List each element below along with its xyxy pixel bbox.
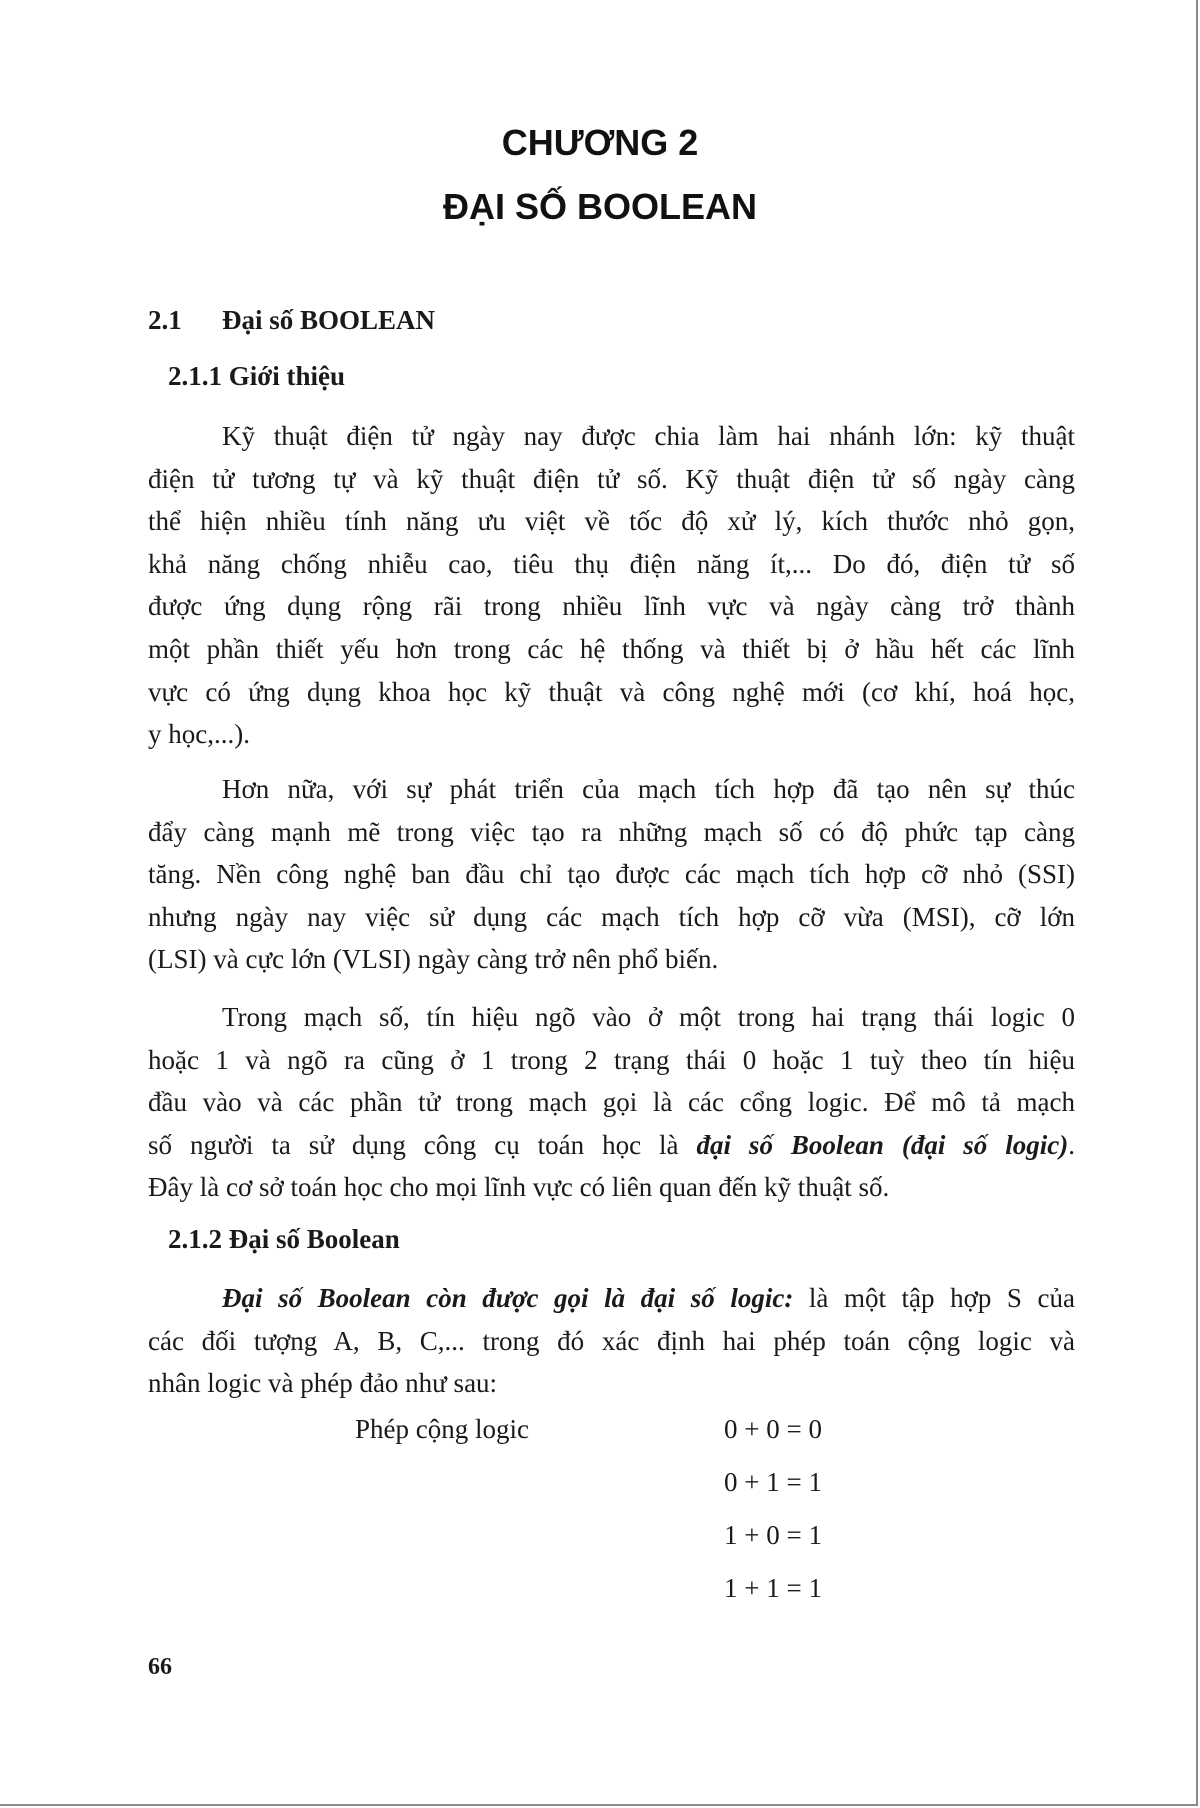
text-line: các đối tượng A, B, C,... trong đó xác định hai phép toán cộng logic và bbox=[148, 1325, 1075, 1356]
logic-rule: 0 + 1 = 1 bbox=[724, 1467, 822, 1497]
text: là một tập hợp S của bbox=[793, 1283, 1075, 1313]
logic-rule: 1 + 0 = 1 bbox=[724, 1520, 822, 1550]
text: . bbox=[1068, 1129, 1075, 1160]
text-line: đẩy càng mạnh mẽ trong việc tạo ra những mạch số có độ phức tạp càng bbox=[148, 816, 1075, 847]
chapter-number: CHƯƠNG 2 bbox=[501, 122, 699, 163]
text-line: khả năng chống nhiễu cao, tiêu thụ điện năng ít,... Do đó, điện tử số bbox=[148, 548, 1075, 579]
text: số người ta sử dụng công cụ toán học là bbox=[148, 1129, 697, 1160]
text-line: đầu vào và các phần tử trong mạch gọi là các cổng logic. Để mô tả mạch bbox=[148, 1087, 1075, 1118]
text-line: nhân logic và phép đảo như sau: bbox=[148, 1368, 498, 1399]
text-line: Đây là cơ sở toán học cho mọi lĩnh vực có liên quan đến kỹ thuật số. bbox=[148, 1172, 890, 1203]
text-line bbox=[148, 1277, 1075, 1320]
text-line: điện tử tương tự và kỹ thuật điện tử số. Kỹ thuật điện tử số ngày càng bbox=[148, 463, 1075, 494]
logic-rule: 1 + 1 = 1 bbox=[724, 1573, 822, 1603]
text-line: (LSI) và cực lớn (VLSI) ngày càng trở nên phổ biến. bbox=[148, 944, 719, 975]
text-line: thể hiện nhiều tính năng ưu việt về tốc độ xử lý, kích thước nhỏ gọn, bbox=[148, 506, 1075, 537]
emphasis: đại số Boolean (đại số logic) bbox=[696, 1129, 1069, 1160]
emphasis: Đại số Boolean còn được gọi là đại số logic: bbox=[222, 1283, 794, 1313]
text-line: được ứng dụng rộng rãi trong nhiều lĩnh vực và ngày càng trở thành bbox=[148, 591, 1075, 622]
paragraph-digital bbox=[148, 996, 1075, 1209]
text-line: vực có ứng dụng khoa học kỹ thuật và công nghệ mới (cơ khí, hoá học, bbox=[148, 676, 1075, 707]
text-line bbox=[148, 1124, 1075, 1167]
logic-or-label: Phép cộng logic bbox=[355, 1414, 529, 1444]
section-title: Đại số BOOLEAN bbox=[222, 305, 436, 335]
text-line: hoặc 1 và ngõ ra cũng ở 1 trong 2 trạng thái 0 hoặc 1 tuỳ theo tín hiệu bbox=[148, 1044, 1075, 1075]
chapter-title: ĐẠI SỐ BOOLEAN bbox=[442, 186, 757, 227]
page-number: 66 bbox=[148, 1654, 172, 1680]
section-number: 2.1 bbox=[148, 305, 182, 335]
text-line: Kỹ thuật điện tử ngày nay được chia làm hai nhánh lớn: kỹ thuật bbox=[222, 421, 1075, 451]
logic-rule: 0 + 0 = 0 bbox=[724, 1414, 822, 1444]
paragraph-definition bbox=[148, 1277, 1075, 1405]
text-line: y học,...). bbox=[148, 719, 250, 750]
subsection-title-intro: 2.1.1 Giới thiệu bbox=[168, 361, 345, 391]
paragraph-intro bbox=[148, 415, 1075, 756]
subsection-title-boolean: 2.1.2 Đại số Boolean bbox=[168, 1224, 400, 1254]
text-line: tăng. Nền công nghệ ban đầu chỉ tạo được các mạch tích hợp cỡ nhỏ (SSI) bbox=[148, 859, 1075, 890]
text-line: Trong mạch số, tín hiệu ngõ vào ở một trong hai trạng thái logic 0 bbox=[222, 1002, 1075, 1032]
paragraph-ic bbox=[148, 768, 1075, 981]
text-line: Hơn nữa, với sự phát triển của mạch tích hợp đã tạo nên sự thúc bbox=[222, 774, 1075, 804]
text-line: nhưng ngày nay việc sử dụng các mạch tích hợp cỡ vừa (MSI), cỡ lớn bbox=[148, 901, 1075, 932]
text-line: một phần thiết yếu hơn trong các hệ thống và thiết bị ở hầu hết các lĩnh bbox=[148, 633, 1075, 664]
